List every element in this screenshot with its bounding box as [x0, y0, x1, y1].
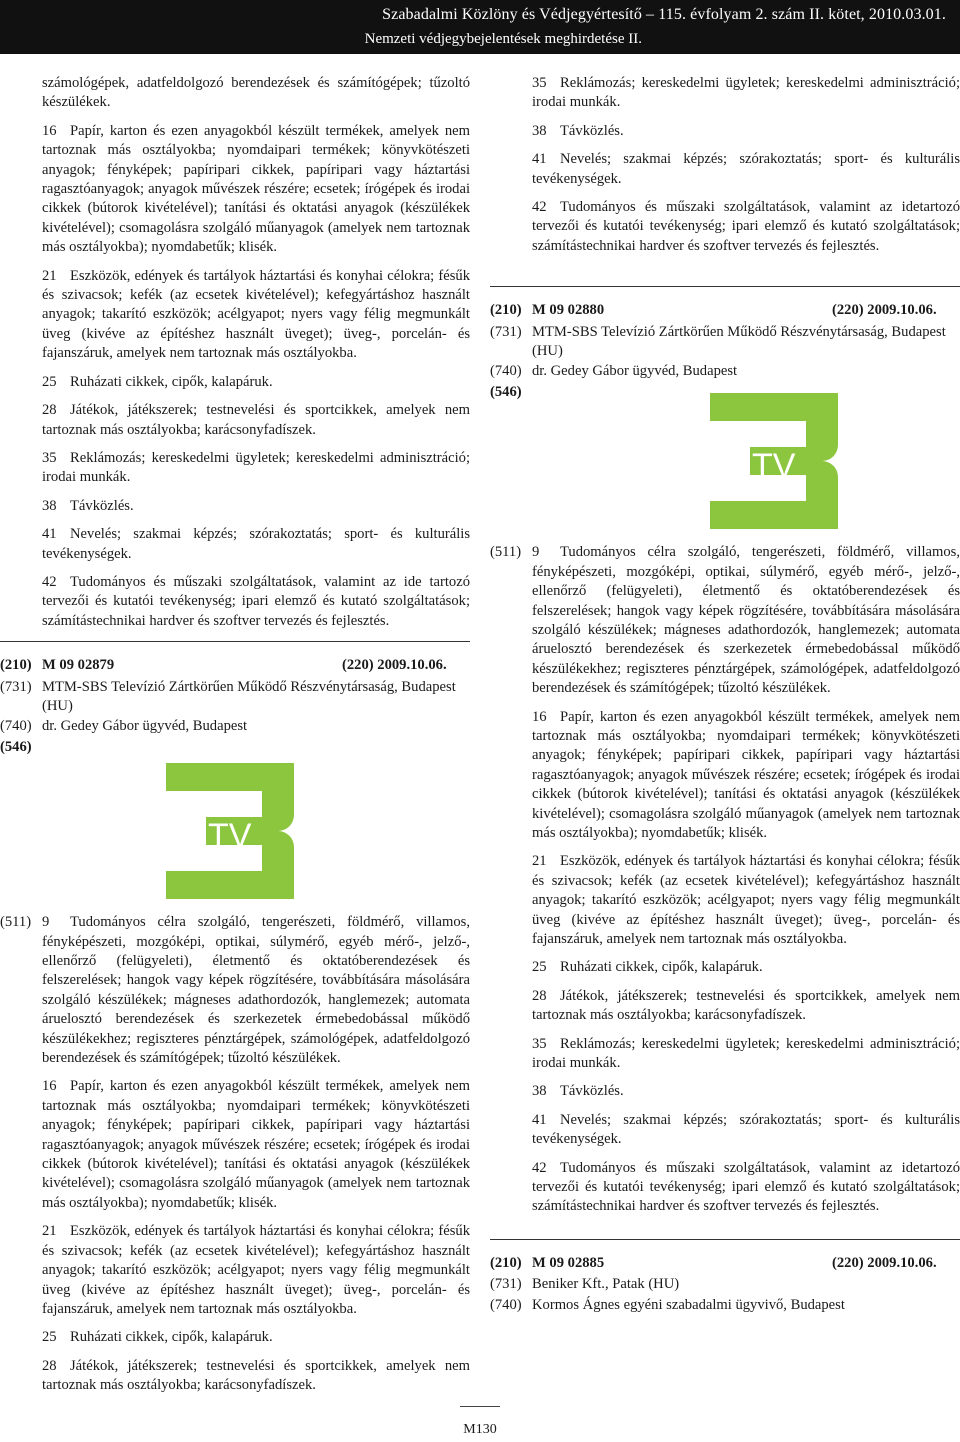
class-item: 38 Távközlés.: [532, 1083, 624, 1100]
class-item: 42 Tudományos és műszaki szolgáltatások, valamint az idetartozó tervezői és kutatói tevékenység; ipari elemző és kutató szolgáltatások; számítástechnikai hardver és szoftver tervezés és fejlesztés.: [532, 1159, 960, 1215]
class-item: 35 Reklámozás; kereskedelmi ügyletek; kereskedelmi adminisztráció; irodai munkák.: [532, 1035, 960, 1072]
three-tv-logo-icon: [166, 763, 316, 899]
agent: dr. Gedey Gábor ügyvéd, Budapest: [532, 363, 738, 380]
logo-text: TV: [208, 817, 252, 856]
entry-divider: [490, 286, 960, 287]
class-item: 41 Nevelés; szakmai képzés; szórakoztatás; sport- és kulturális tevékenységek.: [532, 151, 960, 187]
filing-date: 2009.10.06.: [867, 302, 937, 319]
application-number: M 09 02880: [532, 302, 605, 319]
holder: Beniker Kft., Patak (HU): [532, 1276, 680, 1293]
left-column: [0, 74, 470, 1405]
holder: MTM-SBS Televízió Zártkörűen Működő Részvénytársaság, Budapest (HU): [42, 678, 456, 714]
entry-m0902879: (210) M 09 02879 (220) 2009.10.06. (731) MTM-SBS Televízió Zártkörűen Működő Részvénytársaság, Budapest (HU) (740) dr. Gedey Gábor ügyvéd, Budapest (546) TV (511) 9 Tudományos célra szolgáló, tengerészeti, földmérő, villamos, fényképészeti, mozgóképi, optikai, súlymérő, egyéb mérő-, jelző-, ellenőrző (felügyeleti), életmentő és oktatóberendezések és felszerelések; hangok vagy képek rögzítésére, továbbítására másolására szolgáló készülékek; mágneses adathordozók, hanglemezek; automata áruelosztó berendezések és szerkezetek érmebedobással működő készülékekhez; regiszteres pénztárgépek, számológépek, adatfeldolgozó berendezések és számítógépek; tűzoltó készülékek. 16 Papír, karton és ezen anyagokból készült termékek, amelyek nem tartoznak más osztályokba; nyomdaipari termékek; könyvkötészeti anyagok; fényképek; papíripari cikkek, papíripari vagy háztartási ragasztóanyagok; anyagok művészek részére; ecsetek; írógépek és irodai cikkek (bútorok kivételével); tanítási és oktatási anyagok (készülékek kivételével); csomagolásra szolgáló műanyagok (amelyek nem tartoznak más osztályokba); nyomdabetűk; klisék. 21 Eszközök, edények és tartályok háztartási és konyhai célokra; fésűk és szivacsok; kefék (az ecsetek kivételével); kefegyártáshoz használt anyagok; takarító eszközök; acélgyapot; nyers vagy félig megmunkált üveg (kivéve az építéshez használt üveget); üveg-, porcelán- és fajanszáruk, amelyek nem tartoznak más osztályokba. 25 Ruházati cikkek, cipők, kalapáruk. 28 Játékok, játékszerek; testnevelési és sportcikkek, amelyek nem tartoznak más osztályokba; karácsonyfadíszek.: [0, 656, 470, 1395]
filing-date: 2009.10.06.: [867, 1254, 937, 1271]
class-item: 16 Papír, karton és ezen anyagokból készült termékek, amelyek nem tartoznak más osztályokba; nyomdaipari termékek; könyvkötészeti anyagok; fényképek; papíripari cikkek, papíripari vagy háztartási ragasztóanyagok; anyagok művészek részére; ecsetek; írógépek és irodai cikkek (bútorok kivételével); tanítási és oktatási anyagok (készülékek kivételével); csomagolásra szolgáló műanyagok (amelyek nem tartoznak más osztályokba); nyomdabetűk; klisék.: [42, 1078, 470, 1211]
entry-heading: (210) M 09 02879 (220) 2009.10.06.: [0, 656, 470, 675]
footer-divider: [460, 1406, 500, 1407]
class-item: 16 Papír, karton és ezen anyagokból készült termékek, amelyek nem tartoznak más osztályokba; nyomdaipari termékek; könyvkötészeti anyagok; fényképek; papíripari cikkek, papíripari vagy háztartási ragasztóanyagok; anyagok művészek részére; ecsetek; írógépek és irodai cikkek (bútorok kivételével); tanítási és oktatási anyagok (készülékek kivételével); csomagolásra szolgáló műanyagok (amelyek nem tartoznak más osztályokba); nyomdabetűk; klisék.: [42, 122, 470, 256]
entry-heading: (210) M 09 02880 (220) 2009.10.06.: [490, 301, 960, 320]
holder: MTM-SBS Televízió Zártkörűen Működő Részvénytársaság, Budapest (HU): [532, 323, 946, 360]
class-item: 41 Nevelés; szakmai képzés; szórakoztatás; sport- és kulturális tevékenységek.: [532, 1111, 960, 1148]
entry-divider: [490, 1239, 960, 1240]
logo-text: TV: [752, 447, 796, 486]
class-item: 21 Eszközök, edények és tartályok háztartási és konyhai célokra; fésűk és szivacsok; kefék (az ecsetek kivételével); kefegyártáshoz használt anyagok; takarító eszközök; acélgyapot; nyers vagy félig megmunkált üveg (kivéve az építéshez használt üveget); üveg-, porcelán- és fajanszáruk, amelyek nem tartoznak más osztályokba.: [42, 1223, 470, 1317]
class-item: 38 Távközlés.: [532, 122, 624, 139]
class-item: (511) 9 Tudományos célra szolgáló, tengerészeti, földmérő, villamos, fényképészeti, mozgóképi, optikai, súlymérő, egyéb mérő-, jelző-, ellenőrző (felügyeleti), életmentő és oktatóberendezések és felszerelések; hangok vagy képek rögzítésére, továbbítására másolására szolgáló készülékek; mágneses adathordozók, hanglemezek; automata áruelosztó berendezések és szerkezetek érmebedobással működő készülékekhez; regiszteres pénztárgépek, számológépek, adatfeldolgozó berendezések és számítógépek; tűzoltó készülékek.: [490, 544, 960, 697]
class-item: 38 Távközlés.: [42, 497, 134, 514]
entry-divider: [0, 641, 470, 642]
journal-title: Szabadalmi Közlöny és Védjegyértesítő – 115. évfolyam 2. szám II. kötet, 2010.03.01.: [382, 6, 946, 23]
class-item: 28 Játékok, játékszerek; testnevelési és sportcikkek, amelyek nem tartoznak más osztályokba; karácsonyfadíszek.: [42, 1357, 470, 1394]
right-column: [490, 74, 960, 1316]
entry-m0902885: (210) M 09 02885 (220) 2009.10.06. (731) Beniker Kft., Patak (HU) (740) Kormos Ágnes egyéni szabadalmi ügyvivő, Budapest: [490, 1254, 960, 1315]
class-item: 28 Játékok, játékszerek; testnevelési és sportcikkek, amelyek nem tartoznak más osztályokba; karácsonyfadíszek.: [532, 987, 960, 1024]
agent: Kormos Ágnes egyéni szabadalmi ügyvivő, Budapest: [532, 1296, 845, 1313]
application-number: M 09 02879: [42, 657, 115, 674]
class-item: 42 Tudományos és műszaki szolgáltatások, valamint az idetartozó tervezői és kutatói tevékenység; ipari elemző és kutató szolgáltatások; számítástechnikai hardver és szoftver tervezés és fejlesztés.: [532, 199, 960, 254]
class-item: (511) 9 Tudományos célra szolgáló, tengerészeti, földmérő, villamos, fényképészeti, mozgóképi, optikai, súlymérő, egyéb mérő-, jelző-, ellenőrző (felügyeleti), életmentő és oktatóberendezések és felszerelések; hangok vagy képek rögzítésére, továbbítására másolására szolgáló készülékek; mágneses adathordozók, hanglemezek; automata áruelosztó berendezések és szerkezetek érmebedobással működő készülékekhez; regiszteres pénztárgépek, számológépek, adatfeldolgozó berendezések és számítógépek; tűzoltó készülékek.: [0, 914, 470, 1067]
filing-date: 2009.10.06.: [377, 657, 447, 674]
trademark-logo: [710, 393, 860, 529]
trademark-logo: [166, 763, 316, 899]
agent: dr. Gedey Gábor ügyvéd, Budapest: [42, 718, 248, 735]
intro-text: számológépek, adatfeldolgozó berendezések és számítógépek; tűzoltó készülékek.: [42, 75, 470, 111]
class-item: 28 Játékok, játékszerek; testnevelési és sportcikkek, amelyek nem tartoznak más osztályokba; karácsonyfadíszek.: [42, 402, 470, 438]
class-list-a: [490, 74, 960, 256]
class-item: 42 Tudományos és műszaki szolgáltatások, valamint az ide tartozó tervezői és kutatói tevékenység; ipari elemző és kutató szolgáltatások; számítástechnikai hardver és szoftver tervezés és fejlesztés.: [42, 573, 470, 629]
entry-heading: (210) M 09 02885 (220) 2009.10.06.: [490, 1254, 960, 1273]
class-item: 35 Reklámozás; kereskedelmi ügyletek; kereskedelmi adminisztráció; irodai munkák.: [532, 75, 960, 111]
class-item: 35 Reklámozás; kereskedelmi ügyletek; kereskedelmi adminisztráció; irodai munkák.: [42, 449, 470, 486]
page-header: [0, 0, 960, 54]
class-item: 16 Papír, karton és ezen anyagokból készült termékek, amelyek nem tartoznak más osztályokba; nyomdaipari termékek; könyvkötészeti anyagok; fényképek; papíripari cikkek, papíripari vagy háztartási ragasztóanyagok; anyagok művészek részére; ecsetek; írógépek és irodai cikkek (bútorok kivételével); tanítási és oktatási anyagok (készülékek kivételével); csomagolásra szolgáló műanyagok (amelyek nem tartoznak más osztályokba); nyomdabetűk; klisék.: [532, 708, 960, 841]
three-tv-logo-icon: [710, 393, 860, 529]
class-list-a: [0, 122, 470, 631]
class-item: 41 Nevelés; szakmai képzés; szórakoztatás; sport- és kulturális tevékenységek.: [42, 526, 470, 562]
class-item: 21 Eszközök, edények és tartályok háztartási és konyhai célokra; fésűk és szivacsok; kefék (az ecsetek kivételével); kefegyártáshoz használt anyagok; takarító eszközök; acélgyapot; nyers vagy félig megmunkált üveg (kivéve az építéshez használt üveget); üveg-, porcelán- és fajanszáruk, amelyek nem tartoznak más osztályokba.: [42, 267, 470, 362]
application-number: M 09 02885: [532, 1254, 605, 1271]
section-title: Nemzeti védjegybejelentések meghirdetése II.: [364, 31, 642, 47]
class-item: 25 Ruházati cikkek, cipők, kalapáruk.: [42, 373, 273, 390]
class-item: 25 Ruházati cikkek, cipők, kalapáruk.: [532, 959, 763, 976]
class-item: 21 Eszközök, edények és tartályok háztartási és konyhai célokra; fésűk és szivacsok; kefék (az ecsetek kivételével); kefegyártáshoz használt anyagok; takarító eszközök; acélgyapot; nyers vagy félig megmunkált üveg (kivéve az építéshez használt üveget); üveg-, porcelán- és fajanszáruk, amelyek nem tartoznak más osztályokba.: [532, 853, 960, 947]
entry-m0902880: (210) M 09 02880 (220) 2009.10.06. (731) MTM-SBS Televízió Zártkörűen Működő Részvénytársaság, Budapest (HU) (740) dr. Gedey Gábor ügyvéd, Budapest (546) TV (511) 9 Tudományos célra szolgáló, tengerészeti, földmérő, villamos, fényképészeti, mozgóképi, optikai, súlymérő, egyéb mérő-, jelző-, ellenőrző (felügyeleti), életmentő és oktatóberendezések és felszerelések; hangok vagy képek rögzítésére, továbbítására másolására szolgáló készülékek; mágneses adathordozók, hanglemezek; automata áruelosztó berendezések és szerkezetek érmebedobással működő készülékekhez; regiszteres pénztárgépek, számológépek, adatfeldolgozó berendezések és számítógépek; tűzoltó készülékek. 16 Papír, karton és ezen anyagokból készült termékek, amelyek nem tartoznak más osztályokba; nyomdaipari termékek; könyvkötészeti anyagok; fényképek; papíripari cikkek, papíripari vagy háztartási ragasztóanyagok; anyagok művészek részére; ecsetek; írógépek és irodai cikkek (bútorok kivételével); tanítási és oktatási anyagok (készülékek kivételével); csomagolásra szolgáló műanyagok (amelyek nem tartoznak más osztályokba); nyomdabetűk; klisék. 21 Eszközök, edények és tartályok háztartási és konyhai célokra; fésűk és szivacsok; kefék (az ecsetek kivételével); kefegyártáshoz használt anyagok; takarító eszközök; acélgyapot; nyers vagy félig megmunkált üveg (kivéve az építéshez használt üveget); üveg-, porcelán- és fajanszáruk, amelyek nem tartoznak más osztályokba. 25 Ruházati cikkek, cipők, kalapáruk. 28 Játékok, játékszerek; testnevelési és sportcikkek, amelyek nem tartoznak más osztályokba; karácsonyfadíszek. 35 Reklámozás; kereskedelmi ügyletek; kereskedelmi adminisztráció; irodai munkák. 38 Távközlés. 41 Nevelés; szakmai képzés; szórakoztatás; sport- és kulturális tevékenységek. 42 Tudományos és műszaki szolgáltatások, valamint az idetartozó tervezői és kutatói tevékenység; ipari elemző és kutató szolgáltatások; számítástechnikai hardver és szoftver tervezés és fejlesztés.: [490, 301, 960, 1217]
class-item: 25 Ruházati cikkek, cipők, kalapáruk.: [42, 1329, 273, 1346]
page-number: M130: [463, 1422, 497, 1437]
